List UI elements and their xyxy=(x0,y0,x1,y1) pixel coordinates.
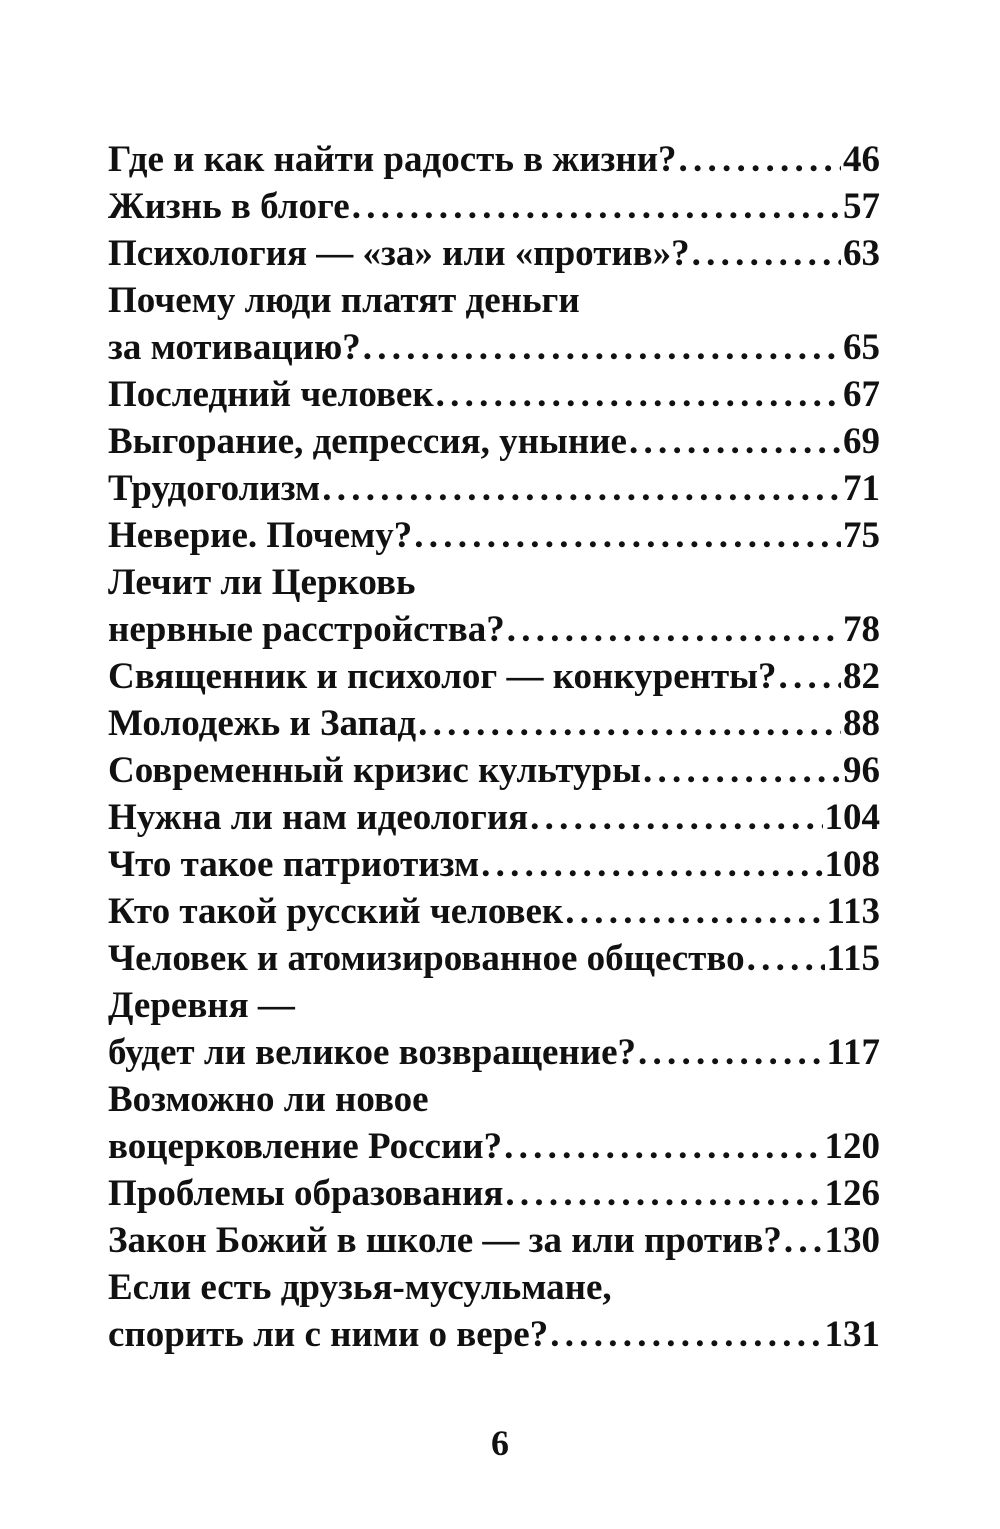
table-of-contents xyxy=(108,136,880,1358)
toc-entry xyxy=(108,982,880,1029)
dot-leader xyxy=(436,371,841,418)
toc-entry xyxy=(108,888,880,935)
dot-leader xyxy=(505,1170,822,1217)
toc-entry-title: нервные расстройства? xyxy=(108,609,505,650)
toc-entry-title: Последний человек xyxy=(108,374,434,415)
dot-leader xyxy=(550,1311,822,1358)
toc-entry-title: Трудоголизм xyxy=(108,468,321,509)
toc-entry-title: Неверие. Почему? xyxy=(108,515,413,556)
toc-entry xyxy=(108,559,880,606)
dot-leader xyxy=(565,888,824,935)
toc-entry-title: Где и как найти радость в жизни? xyxy=(108,139,677,180)
toc-entry xyxy=(108,1170,880,1217)
dot-leader xyxy=(692,230,841,277)
dot-leader xyxy=(638,1029,825,1076)
toc-entry-page: 57 xyxy=(843,186,880,227)
page-number: 6 xyxy=(491,1423,509,1463)
dot-leader xyxy=(643,747,841,794)
dot-leader xyxy=(414,512,841,559)
dot-leader xyxy=(747,935,825,982)
toc-entry-page: 126 xyxy=(824,1173,880,1214)
toc-entry-title: Психология — «за» или «против»? xyxy=(108,233,690,274)
toc-entry xyxy=(108,794,880,841)
toc-entry xyxy=(108,606,880,653)
toc-entry-title: Лечит ли Церковь xyxy=(108,562,416,603)
toc-entry xyxy=(108,230,880,277)
toc-entry-page: 88 xyxy=(843,703,880,744)
dot-leader xyxy=(352,183,841,230)
toc-entry-page: 75 xyxy=(843,515,880,556)
toc-entry-title: Возможно ли новое xyxy=(108,1079,429,1120)
dot-leader xyxy=(629,418,841,465)
toc-entry-title: Молодежь и Запад xyxy=(108,703,417,744)
toc-entry-page: 65 xyxy=(843,327,880,368)
toc-entry-title: Человек и атомизированное общество xyxy=(108,938,745,979)
toc-entry-title: Выгорание, депрессия, уныние xyxy=(108,421,627,462)
toc-entry-page: 117 xyxy=(826,1032,880,1073)
toc-entry-title: Нужна ли нам идеология xyxy=(108,797,529,838)
toc-entry xyxy=(108,371,880,418)
dot-leader xyxy=(322,465,841,512)
toc-entry-title: Кто такой русский человек xyxy=(108,891,564,932)
toc-entry xyxy=(108,1076,880,1123)
toc-entry xyxy=(108,1123,880,1170)
toc-entry-title: спорить ли с ними о вере? xyxy=(108,1314,549,1355)
toc-entry-page: 104 xyxy=(824,797,880,838)
toc-entry-title: Священник и психолог — конкуренты? xyxy=(108,656,777,697)
toc-entry-page: 130 xyxy=(824,1220,880,1261)
toc-entry-page: 78 xyxy=(843,609,880,650)
toc-entry-page: 113 xyxy=(826,891,880,932)
toc-entry-page: 69 xyxy=(843,421,880,462)
toc-entry-title: будет ли великое возвращение? xyxy=(108,1032,637,1073)
toc-entry xyxy=(108,512,880,559)
toc-entry xyxy=(108,1217,880,1264)
toc-entry-page: 63 xyxy=(843,233,880,274)
toc-entry xyxy=(108,1311,880,1358)
dot-leader xyxy=(507,606,841,653)
toc-entry-page: 131 xyxy=(824,1314,880,1355)
dot-leader xyxy=(779,653,841,700)
dot-leader xyxy=(530,794,822,841)
toc-entry-page: 115 xyxy=(826,938,880,979)
toc-entry-title: Современный кризис культуры xyxy=(108,750,642,791)
toc-entry xyxy=(108,1264,880,1311)
toc-entry xyxy=(108,324,880,371)
toc-entry xyxy=(108,1029,880,1076)
toc-entry-title: за мотивацию? xyxy=(108,327,361,368)
toc-entry xyxy=(108,653,880,700)
toc-entry-page: 82 xyxy=(843,656,880,697)
dot-leader xyxy=(418,700,841,747)
dot-leader xyxy=(784,1217,823,1264)
dot-leader xyxy=(679,136,841,183)
dot-leader xyxy=(481,841,822,888)
toc-entry-title: воцерковление России? xyxy=(108,1126,503,1167)
toc-entry-page: 96 xyxy=(843,750,880,791)
toc-entry-page: 46 xyxy=(843,139,880,180)
toc-entry-title: Закон Божий в школе — за или против? xyxy=(108,1220,782,1261)
toc-entry-title: Почему люди платят деньги xyxy=(108,280,580,321)
toc-entry-title: Проблемы образования xyxy=(108,1173,504,1214)
toc-entry xyxy=(108,136,880,183)
toc-entry xyxy=(108,465,880,512)
toc-entry xyxy=(108,277,880,324)
toc-entry-page: 108 xyxy=(824,844,880,885)
toc-entry xyxy=(108,418,880,465)
toc-entry-title: Что такое патриотизм xyxy=(108,844,480,885)
toc-entry xyxy=(108,935,880,982)
toc-entry xyxy=(108,747,880,794)
toc-entry-title: Если есть друзья-мусульмане, xyxy=(108,1267,612,1308)
toc-entry xyxy=(108,183,880,230)
toc-entry xyxy=(108,700,880,747)
toc-entry-page: 67 xyxy=(843,374,880,415)
toc-entry-title: Жизнь в блоге xyxy=(108,186,350,227)
toc-entry xyxy=(108,841,880,888)
toc-entry-page: 120 xyxy=(824,1126,880,1167)
toc-entry-title: Деревня — xyxy=(108,985,295,1026)
toc-entry-page: 71 xyxy=(843,468,880,509)
dot-leader xyxy=(504,1123,822,1170)
dot-leader xyxy=(363,324,841,371)
